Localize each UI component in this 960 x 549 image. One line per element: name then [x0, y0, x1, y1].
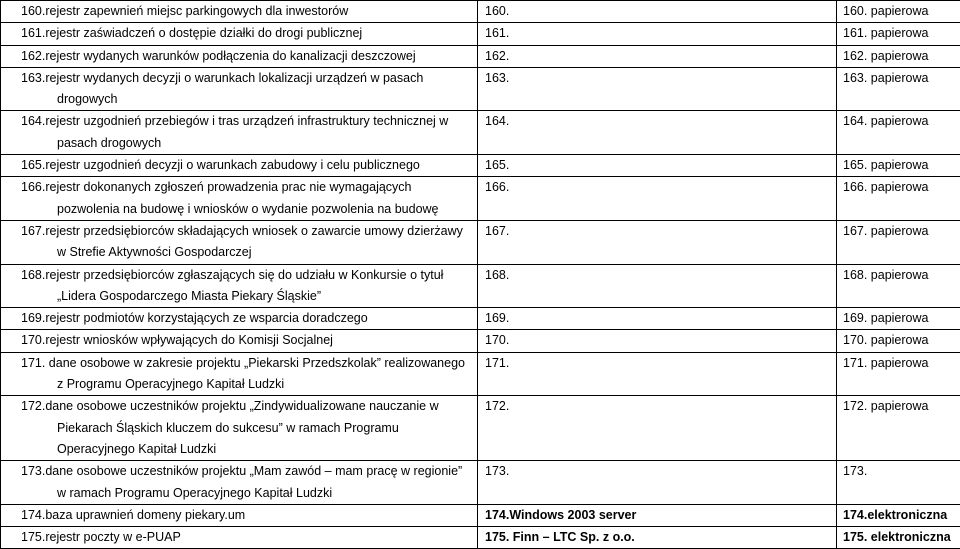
- system-cell: [478, 461, 837, 505]
- system-text: 164.: [485, 111, 836, 132]
- system-cell: [478, 220, 837, 264]
- system-cell: [478, 177, 837, 221]
- system-text: 167.: [485, 221, 836, 242]
- form-cell: [837, 1, 960, 23]
- table-row: [1, 308, 960, 330]
- system-cell: [478, 330, 837, 352]
- system-text: 174.Windows 2003 server: [485, 505, 836, 526]
- system-text: 175. Finn – LTC Sp. z o.o.: [485, 527, 836, 548]
- table-row: [1, 177, 960, 221]
- form-cell: [837, 461, 960, 505]
- system-cell: [478, 352, 837, 396]
- register-description-line: 174.baza uprawnień domeny piekary.um: [21, 505, 477, 526]
- register-description-cell: [1, 504, 478, 526]
- system-cell: [478, 527, 837, 549]
- register-description-line: 166.rejestr dokonanych zgłoszeń prowadzenia prac nie wymagających: [21, 177, 477, 198]
- form-text: 172. papierowa: [843, 396, 960, 417]
- form-text: 161. papierowa: [843, 23, 960, 44]
- register-description-line: 173.dane osobowe uczestników projektu „Mam zawód – mam pracę w regionie”: [21, 461, 477, 482]
- register-description-cell: [1, 23, 478, 45]
- system-cell: [478, 155, 837, 177]
- system-cell: [478, 1, 837, 23]
- form-cell: [837, 330, 960, 352]
- system-text: 163.: [485, 68, 836, 89]
- register-description-line: drogowych: [21, 89, 477, 110]
- system-text: 161.: [485, 23, 836, 44]
- register-description-line: 164.rejestr uzgodnień przebiegów i tras urządzeń infrastruktury technicznej w: [21, 111, 477, 132]
- register-description-line: 162.rejestr wydanych warunków podłączenia do kanalizacji deszczowej: [21, 46, 477, 67]
- form-cell: [837, 67, 960, 111]
- system-text: 160.: [485, 1, 836, 22]
- form-cell: [837, 308, 960, 330]
- table-row: [1, 1, 960, 23]
- table-row: [1, 220, 960, 264]
- system-text: 172.: [485, 396, 836, 417]
- form-text: 164. papierowa: [843, 111, 960, 132]
- register-description-line: 167.rejestr przedsiębiorców składających wniosek o zawarcie umowy dzierżawy: [21, 221, 477, 242]
- register-description-cell: [1, 177, 478, 221]
- form-cell: [837, 155, 960, 177]
- system-text: 166.: [485, 177, 836, 198]
- form-text: 160. papierowa: [843, 1, 960, 22]
- register-description-line: Piekarach Śląskich kluczem do sukcesu” w ramach Programu: [21, 418, 477, 439]
- register-description-line: 163.rejestr wydanych decyzji o warunkach lokalizacji urządzeń w pasach: [21, 68, 477, 89]
- table-row: [1, 45, 960, 67]
- register-description-cell: [1, 220, 478, 264]
- system-cell: [478, 23, 837, 45]
- form-text: 165. papierowa: [843, 155, 960, 176]
- system-text: 173.: [485, 461, 836, 482]
- register-description-line: 170.rejestr wniosków wpływających do Komisji Socjalnej: [21, 330, 477, 351]
- form-text: 175. elektroniczna: [843, 527, 960, 548]
- register-description-cell: [1, 111, 478, 155]
- register-description-cell: [1, 67, 478, 111]
- table-row: [1, 504, 960, 526]
- register-description-cell: [1, 461, 478, 505]
- table-row: [1, 111, 960, 155]
- system-cell: [478, 111, 837, 155]
- table-row: [1, 396, 960, 461]
- register-description-cell: [1, 352, 478, 396]
- table-row: [1, 155, 960, 177]
- register-description-cell: [1, 264, 478, 308]
- register-description-cell: [1, 308, 478, 330]
- register-description-line: 175.rejestr poczty w e-PUAP: [21, 527, 477, 548]
- register-description-cell: [1, 527, 478, 549]
- system-text: 168.: [485, 265, 836, 286]
- register-description-line: 172.dane osobowe uczestników projektu „Zindywidualizowane nauczanie w: [21, 396, 477, 417]
- register-description-line: 169.rejestr podmiotów korzystających ze wsparcia doradczego: [21, 308, 477, 329]
- register-description-line: w Strefie Aktywności Gospodarczej: [21, 242, 477, 263]
- table-row: [1, 527, 960, 549]
- register-description-line: pozwolenia na budowę i wniosków o wydanie pozwolenia na budowę: [21, 199, 477, 220]
- register-description-line: Operacyjnego Kapitał Ludzki: [21, 439, 477, 460]
- form-text: 174.elektroniczna: [843, 505, 960, 526]
- form-text: 167. papierowa: [843, 221, 960, 242]
- system-text: 165.: [485, 155, 836, 176]
- system-cell: [478, 45, 837, 67]
- register-description-cell: [1, 155, 478, 177]
- register-description-line: 171. dane osobowe w zakresie projektu „Piekarski Przedszkolak” realizowanego: [21, 353, 477, 374]
- register-description-line: „Lidera Gospodarczego Miasta Piekary Śląskie”: [21, 286, 477, 307]
- register-description-line: 161.rejestr zaświadczeń o dostępie działki do drogi publicznej: [21, 23, 477, 44]
- system-cell: [478, 308, 837, 330]
- form-text: 169. papierowa: [843, 308, 960, 329]
- form-cell: [837, 177, 960, 221]
- form-cell: [837, 396, 960, 461]
- register-description-cell: [1, 45, 478, 67]
- form-text: 173.: [843, 461, 960, 482]
- register-description-line: pasach drogowych: [21, 133, 477, 154]
- form-cell: [837, 45, 960, 67]
- register-description-line: 160.rejestr zapewnień miejsc parkingowych dla inwestorów: [21, 1, 477, 22]
- system-text: 171.: [485, 353, 836, 374]
- register-table-body: [1, 1, 960, 549]
- register-description-cell: [1, 330, 478, 352]
- form-cell: [837, 352, 960, 396]
- table-row: [1, 23, 960, 45]
- system-cell: [478, 504, 837, 526]
- register-description-line: 165.rejestr uzgodnień decyzji o warunkach zabudowy i celu publicznego: [21, 155, 477, 176]
- form-cell: [837, 111, 960, 155]
- table-row: [1, 67, 960, 111]
- register-description-line: z Programu Operacyjnego Kapitał Ludzki: [21, 374, 477, 395]
- form-cell: [837, 527, 960, 549]
- system-text: 169.: [485, 308, 836, 329]
- table-row: [1, 330, 960, 352]
- form-cell: [837, 264, 960, 308]
- system-cell: [478, 67, 837, 111]
- register-description-line: w ramach Programu Operacyjnego Kapitał Ludzki: [21, 483, 477, 504]
- table-row: [1, 352, 960, 396]
- system-text: 162.: [485, 46, 836, 67]
- register-description-cell: [1, 396, 478, 461]
- table-row: [1, 264, 960, 308]
- system-cell: [478, 396, 837, 461]
- register-description-line: 168.rejestr przedsiębiorców zgłaszających się do udziału w Konkursie o tytuł: [21, 265, 477, 286]
- system-text: 170.: [485, 330, 836, 351]
- form-cell: [837, 220, 960, 264]
- form-cell: [837, 23, 960, 45]
- table-row: [1, 461, 960, 505]
- form-text: 162. papierowa: [843, 46, 960, 67]
- form-text: 166. papierowa: [843, 177, 960, 198]
- form-text: 170. papierowa: [843, 330, 960, 351]
- register-description-cell: [1, 1, 478, 23]
- form-cell: [837, 504, 960, 526]
- form-text: 171. papierowa: [843, 353, 960, 374]
- form-text: 163. papierowa: [843, 68, 960, 89]
- system-cell: [478, 264, 837, 308]
- form-text: 168. papierowa: [843, 265, 960, 286]
